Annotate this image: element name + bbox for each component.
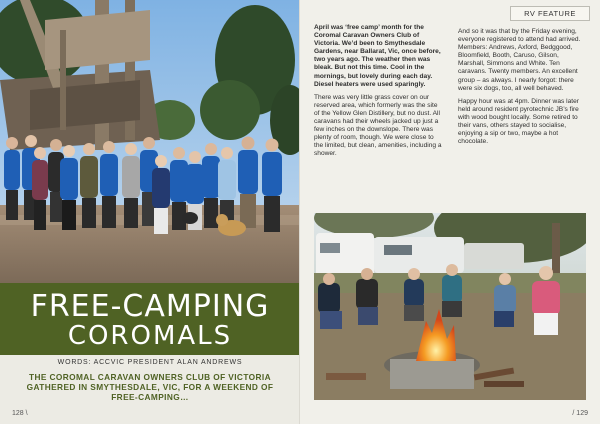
headline-band — [0, 283, 300, 355]
body-column-1 — [314, 24, 442, 164]
page-number-right: / 129 — [572, 410, 588, 417]
body-paragraph: There was very little grass cover on our reserved area, which formerly was the site of the Yellow Glen Distillery, but no dust. All caravans had their wheels jacked up just a few inches on the downslope. There was plenty of room, though. We were close to the limited, but clean, amenities, including a shower. — [314, 93, 442, 158]
standfirst: THE COROMAL CARAVAN OWNERS CLUB OF VICTORIA GATHERED IN SMYTHESDALE, VIC, FOR A WEEKEND OF FREE-CAMPING… — [26, 372, 274, 402]
section-tag: RV FEATURE — [510, 6, 590, 21]
author-credit: WORDS: ACCVIC PRESIDENT ALAN ANDREWS — [57, 359, 243, 366]
body-paragraph: April was ‘free camp’ month for the Coromal Caravan Owners Club of Victoria. We’d been to Smythesdale Gardens, near Ballarat, Vic, once before, two years ago. The weather then was bleak. But not this time. Cool in the mornings, but lovely during each day. Diesel heaters were used sparingly. — [314, 24, 441, 88]
body-column-2 — [458, 28, 586, 151]
body-paragraph: Happy hour was at 4pm. Dinner was later held around resident pyrotechnic JB’s fire with wood bought locally. Some retired to their vans, others stayed to socialise, enjoying a sip or two, maybe a hot chocolate. — [458, 97, 579, 146]
group-photo — [0, 0, 300, 283]
body-paragraph: And so it was that by the Friday evening, everyone registered to attend had arrived. Members: Andrews, Axford, Bedggood, Bloomfield, Booth, Caruso, Gilson, Marshall, Simmons and White. Ten caravans. Twenty members. An excellent group – as always. I nearly forgot: there were six dogs, too, all well behaved. — [458, 28, 581, 92]
headline-line-2: COROMALS — [67, 321, 233, 351]
page-number-left: 128 \ — [12, 410, 28, 417]
headline-line-1: FREE-CAMPING — [30, 289, 270, 324]
campfire-photo — [314, 213, 586, 400]
